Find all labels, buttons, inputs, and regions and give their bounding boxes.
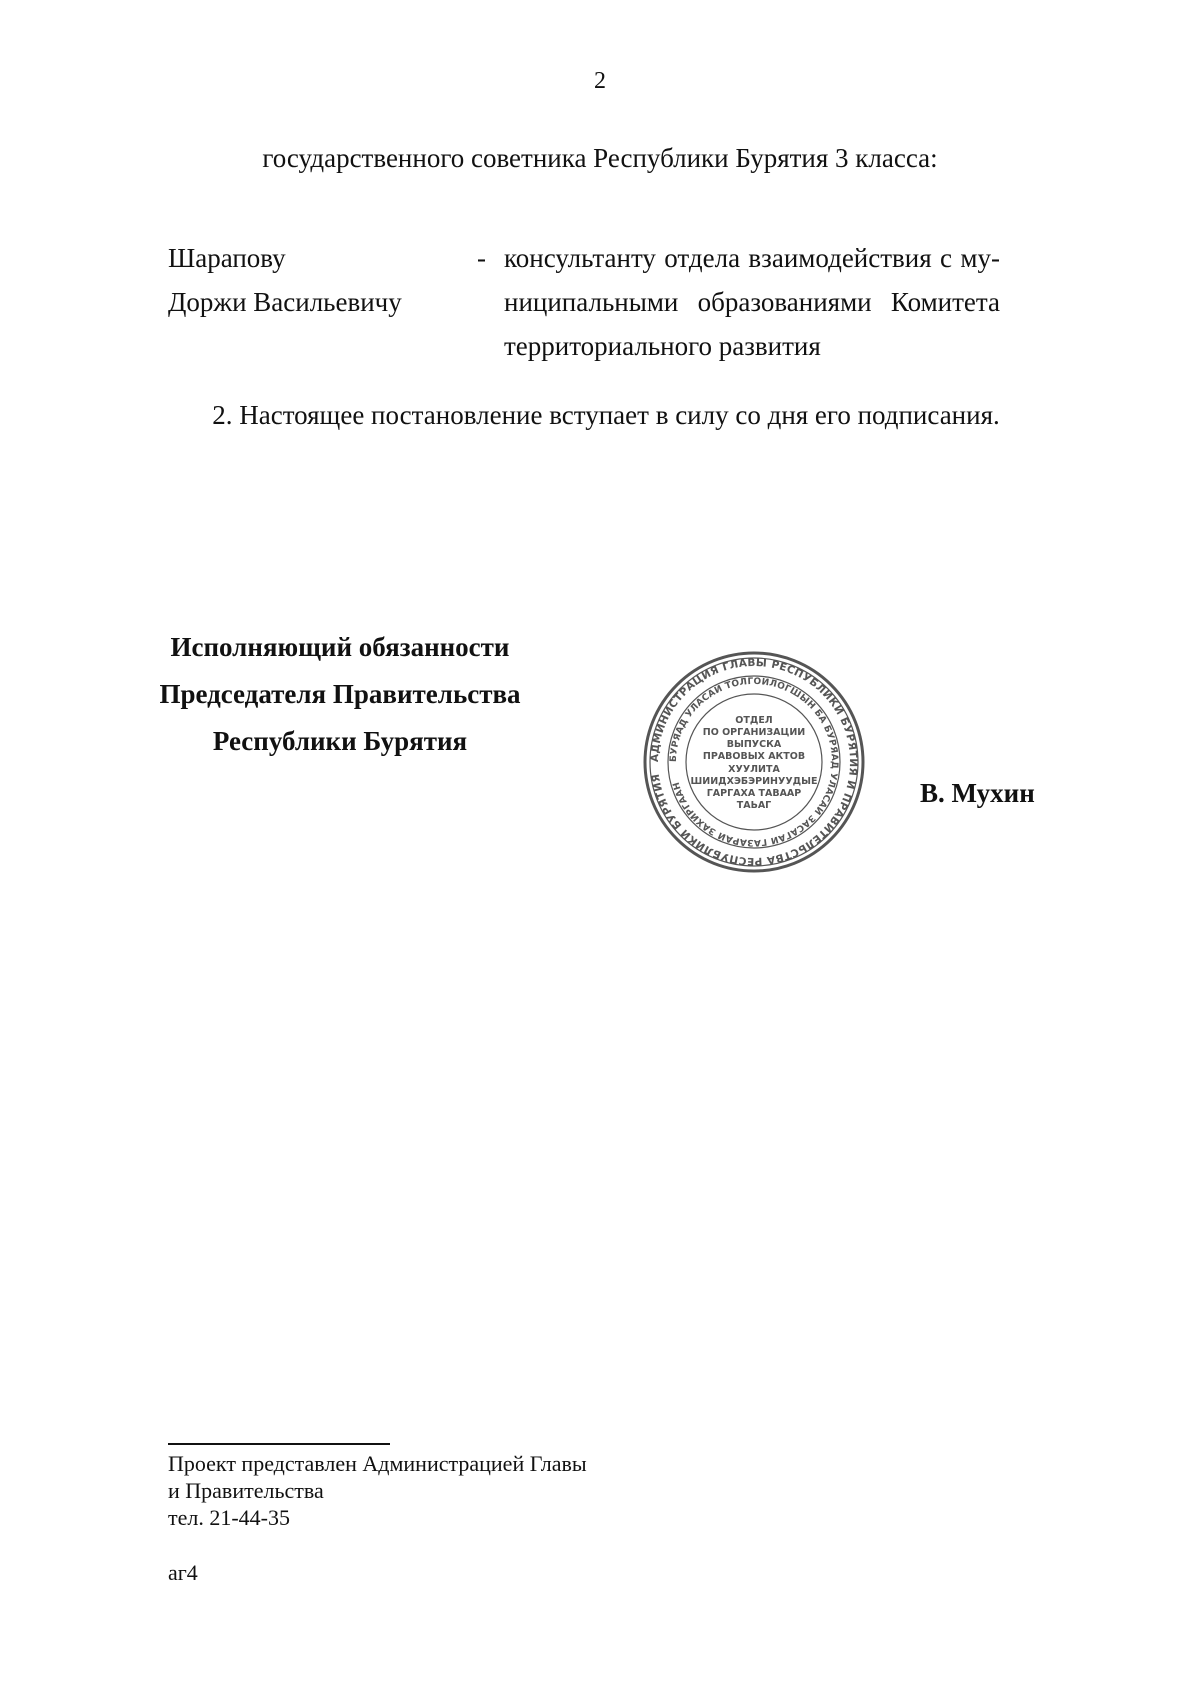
position-line: территориального развития: [504, 331, 821, 361]
appointee-position: [504, 236, 1000, 368]
seal-outer-textpath: АДМИНИСТРАЦИЯ ГЛАВЫ РЕСПУБЛИКИ БУРЯТИЯ И ПРАВИТЕЛЬСТВА РЕСПУБЛИКИ БУРЯТИЯ: [648, 656, 860, 868]
signatory-name: В. Мухин: [920, 778, 1035, 808]
seal-center-line: ВЫПУСКА: [726, 739, 782, 750]
seal-center-line: ГАРГАХА ТАВААР: [706, 788, 802, 799]
footnote-phone: тел. 21-44-35: [168, 1505, 291, 1530]
clause-2: 2. Настоящее постановление вступает в силу со дня его подписания.: [212, 400, 1000, 430]
official-seal: [642, 650, 866, 874]
signatory-title-line: Республики Бурятия: [212, 726, 468, 756]
footnote-line: и Правительства: [168, 1478, 324, 1503]
page-number: 2: [594, 68, 606, 94]
seal-center-line: ПРАВОВЫХ АКТОВ: [702, 751, 806, 762]
position-line: ниципальными образованиями Комитета: [504, 287, 1000, 317]
document-code: аг4: [168, 1560, 198, 1585]
appointee-surname: Шарапову: [168, 243, 286, 273]
seal-center-line: ПО ОРГАНИЗАЦИИ: [702, 727, 806, 738]
seal-center-line: ШИИДХЭБЭРИНУУДЫЕ: [690, 776, 818, 787]
appointee-name: [168, 236, 402, 324]
signatory-title-line: Председателя Правительства: [159, 679, 521, 709]
seal-center-line: ОТДЕЛ: [735, 715, 773, 726]
seal-center-line: ТАЬАГ: [736, 800, 772, 811]
footnote-line: Проект представлен Администрацией Главы: [168, 1451, 587, 1476]
seal-inner-textpath: БУРЯАД УЛАСАЙ ТОЛГОЙЛОГШЫН БА БУРЯАД УЛАСАЙ ЗАСАГАЙ ГАЗАРАЙ ЗАХИРГААН: [668, 676, 840, 848]
rank-heading: государственного советника Республики Бурятия 3 класса:: [262, 143, 938, 173]
appointee-given-names: Доржи Васильевичу: [168, 287, 402, 317]
position-line: консультанту отдела взаимодействия с му-: [504, 243, 1000, 273]
footnote: [168, 1450, 587, 1531]
seal-center-line: ХУУЛИТА: [728, 764, 780, 775]
signatory-title-line: Исполняющий обязанности: [170, 632, 510, 662]
footnote-divider: [168, 1443, 390, 1445]
appointee-dash: -: [477, 243, 486, 273]
appointee-row: [168, 236, 1000, 376]
signatory-title: [140, 624, 540, 765]
